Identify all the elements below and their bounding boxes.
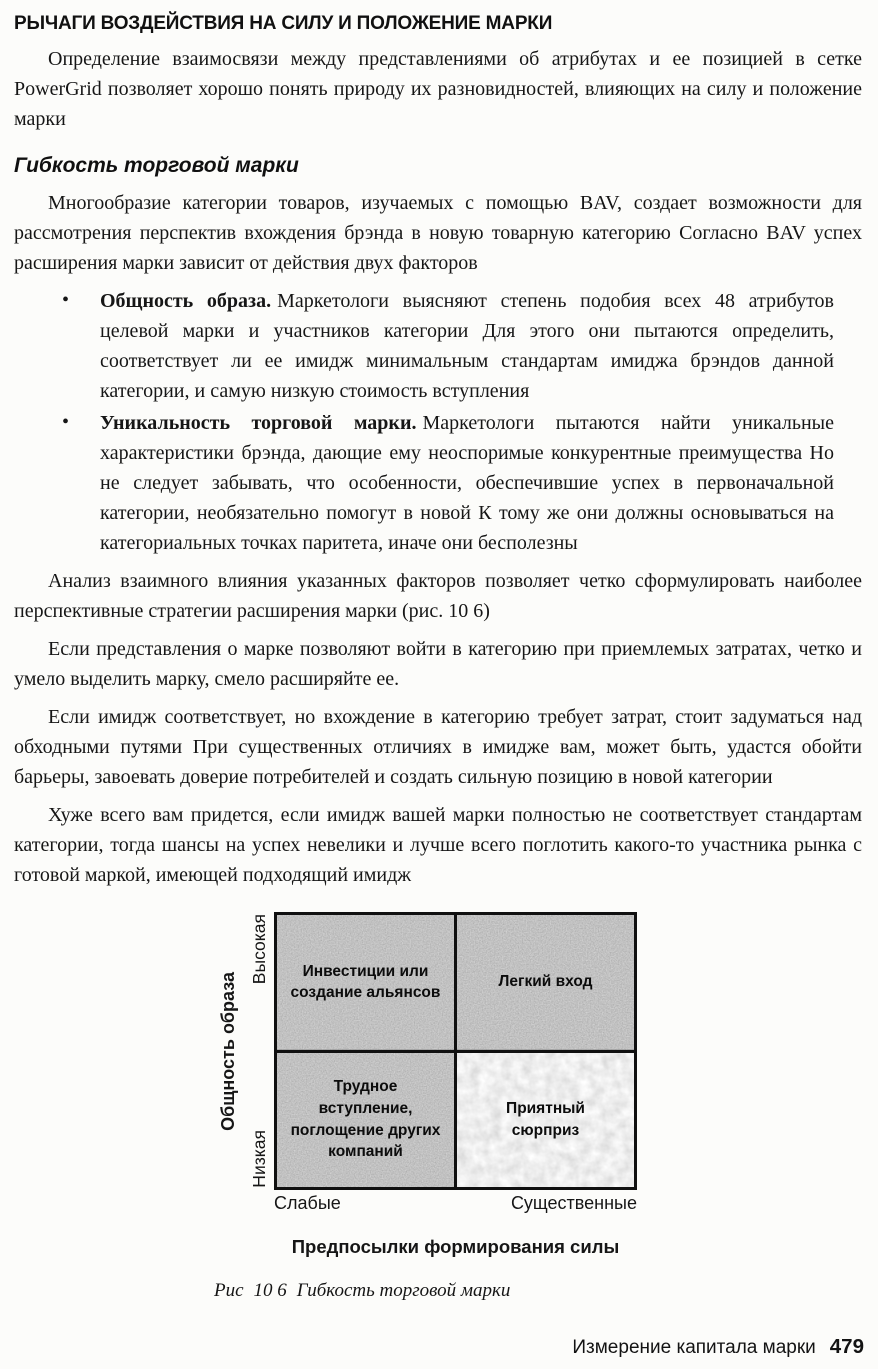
bullet-text: Маркетологи пытаются найти уникальные характеристики брэнда, дающие ему неоспоримые конкурентные преимущества Но не следует забывать, что особенности, обеспечившие успех в первоначальной категории, необязательно помогут в новой К тому же они должны основываться на категориальных точках паритета, иначе они бесполезны — [100, 412, 834, 554]
matrix-cell-top-left — [277, 915, 454, 1050]
paragraph: Если представления о марке позволяют войти в категорию при приемлемых затратах, четко и умело выделить марку, смело расширяйте ее. — [14, 638, 862, 690]
y-axis-title: Общность образа — [217, 971, 238, 1131]
matrix-cell-top-right — [457, 915, 634, 1050]
page-footer — [572, 1335, 864, 1359]
cell-label: Инвестиции или создание альянсов — [290, 962, 441, 1002]
figure-caption — [214, 1280, 862, 1302]
section-heading: Гибкость торговой марки — [14, 154, 299, 177]
cell-label: Легкий вход — [498, 973, 593, 991]
caption-title: Гибкость торговой марки — [296, 1280, 511, 1301]
paragraph: Хуже всего вам придется, если имидж вашей марки полностью не соответствует стандартам категории, тогда шансы на успех невелики и лучше всего поглотить какого-то участника рынка с готовой маркой, имеющей подходящий имидж — [14, 804, 862, 886]
matrix-cell-bottom-right — [457, 1053, 634, 1188]
page-number: 479 — [829, 1335, 864, 1358]
list-item — [14, 408, 834, 558]
bullet-icon: • — [62, 411, 70, 433]
bullet-list — [14, 286, 834, 558]
list-item — [14, 286, 834, 406]
x-tick-strong: Существенные — [510, 1193, 637, 1213]
x-tick-weak: Слабые — [274, 1193, 341, 1213]
cell-label: Приятный сюрприз — [506, 1100, 585, 1139]
cell-label: Трудное вступление, поглощение других компаний — [290, 1078, 441, 1161]
x-axis-title: Предпосылки формирования силы — [291, 1236, 620, 1257]
bullet-lead: Уникальность торговой марки. — [100, 412, 417, 434]
footer-running-title: Измерение капитала марки — [572, 1337, 816, 1358]
paragraph: Если имидж соответствует, но вхождение в категорию требует затрат, стоит задуматься над обходными путями При существенных отличиях в имидже вам, может быть, удастся обойти барьеры, завоевать доверие потребителей и создать сильную позицию в новой категории — [14, 706, 862, 788]
x-axis-ticks — [274, 1193, 637, 1214]
paragraph: Многообразие категории товаров, изучаемых с помощью BAV, создает возможности для рассмотрения перспектив вхождения брэнда в новую товарную категорию Согласно BAV успех расширения марки зависит от действия двух факторов — [14, 192, 862, 274]
y-axis-title-wrap — [212, 912, 244, 1190]
y-tick-high: Высокая — [248, 914, 269, 985]
bullet-lead: Общность образа. — [100, 290, 272, 312]
running-head: РЫЧАГИ ВОЗДЕЙСТВИЯ НА СИЛУ И ПОЛОЖЕНИЕ МАРКИ — [14, 13, 553, 34]
power-grid-matrix — [274, 912, 637, 1190]
y-axis-ticks — [244, 912, 274, 1190]
paragraph: Анализ взаимного влияния указанных факторов позволяет четко сформулировать наиболее перспективные стратегии расширения марки (рис. 10 6) — [14, 570, 862, 622]
y-tick-low: Низкая — [248, 1130, 269, 1188]
figure-10-6 — [14, 912, 862, 1302]
matrix-cell-bottom-left — [277, 1053, 454, 1188]
bullet-text: Маркетологи выясняют степень подобия всех 48 атрибутов целевой марки и участников категории Для этого они пытаются определить, соответствует ли ее имидж минимальным стандартам имиджа брэндов данной категории, и самую низкую стоимость вступления — [100, 290, 835, 402]
caption-number: 10 6 — [253, 1280, 287, 1301]
caption-label: Рис — [214, 1280, 244, 1301]
paragraph: Определение взаимосвязи между представлениями об атрибутах и ее позицией в сетке PowerGrid позволяет хорошо понять природу их разновидностей, влияющих на силу и положение марки — [14, 48, 862, 130]
bullet-icon: • — [62, 289, 70, 311]
